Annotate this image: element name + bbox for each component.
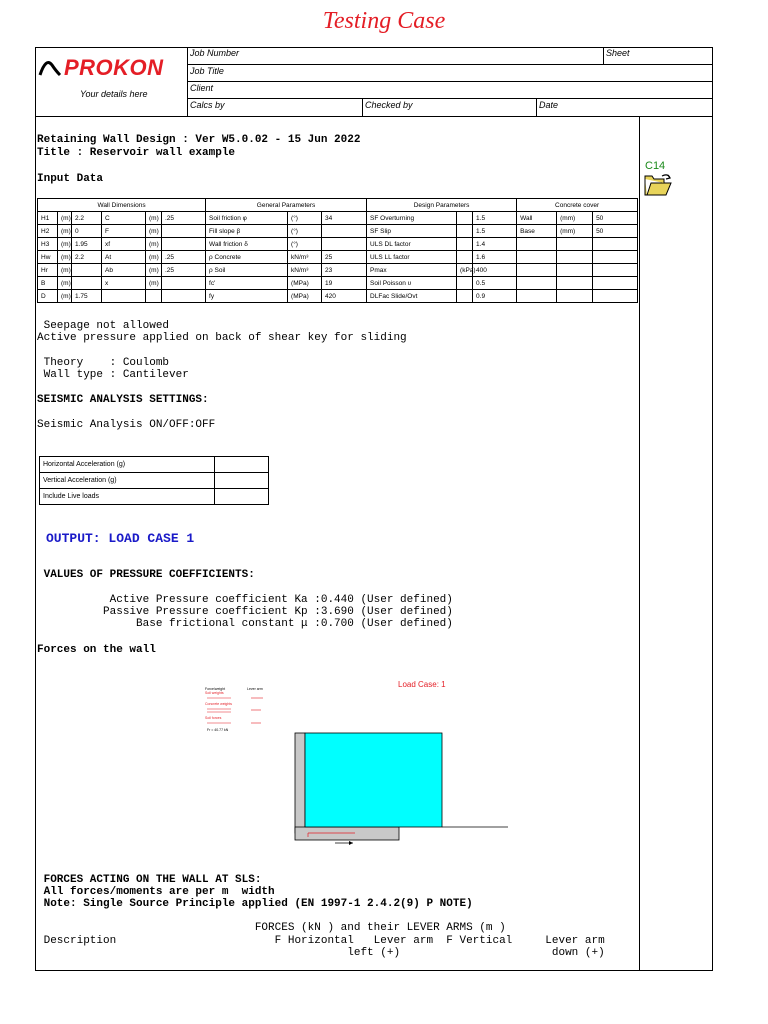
table-cell: 25 [322, 251, 367, 264]
table-cell: 19 [322, 277, 367, 290]
table-cell: F [102, 225, 146, 238]
table-cell: H3 [38, 238, 58, 251]
calcs-by-label: Calcs by [190, 100, 225, 110]
header-divider [187, 98, 713, 99]
legend-force-header: Force/weight [205, 687, 226, 691]
wall-type-line: Wall type : Cantilever [37, 369, 189, 381]
table-cell [72, 264, 102, 277]
table-cell: Ab [102, 264, 146, 277]
table-cell [517, 277, 557, 290]
table-cell: 34 [322, 212, 367, 225]
table-cell: D [38, 290, 58, 303]
base-friction-constant: Base frictional constant μ :0.700 (User defined) [37, 618, 453, 630]
table-cell: Fill slope β [206, 225, 288, 238]
table-cell: (MPa) [288, 277, 322, 290]
table-cell [457, 290, 473, 303]
table-cell [457, 212, 473, 225]
table-cell: (MPa) [288, 290, 322, 303]
legend-concrete-weights: Concrete weights [205, 702, 233, 706]
table-cell: (°) [288, 238, 322, 251]
table-cell: (m) [146, 238, 162, 251]
table-row [38, 264, 638, 277]
table-cell: Hr [38, 264, 58, 277]
single-source-note: Note: Single Source Principle applied (EN 1997-1 2.4.2(9) P NOTE) [37, 898, 473, 910]
group-header: Concrete cover [517, 199, 638, 212]
table-cell: (°) [288, 212, 322, 225]
table-cell [457, 277, 473, 290]
pressure-coefficients-heading: VALUES OF PRESSURE COEFFICIENTS: [37, 569, 255, 581]
seismic-status: Seismic Analysis ON/OFF:OFF [37, 419, 216, 431]
job-title-label: Job Title [190, 66, 224, 76]
table-row [38, 290, 638, 303]
table-cell: H2 [38, 225, 58, 238]
report-version-line: Retaining Wall Design : Ver W5.0.02 - 15 Jun 2022 [37, 134, 361, 146]
seismic-label: Horizontal Acceleration (g) [40, 457, 215, 473]
table-row [38, 238, 638, 251]
seismic-label: Include Live loads [40, 489, 215, 505]
table-cell: Wall [517, 212, 557, 225]
table-cell [457, 251, 473, 264]
table-cell: SF Overturning [367, 212, 457, 225]
table-cell [557, 290, 593, 303]
prokon-logo: PROKON [64, 55, 164, 80]
table-cell: .25 [162, 264, 206, 277]
table-cell: Base [517, 225, 557, 238]
table-cell: Hw [38, 251, 58, 264]
table-cell: (kPa) [457, 264, 473, 277]
table-cell [72, 277, 102, 290]
direction-header: left (+) down (+) [37, 947, 605, 959]
table-cell [593, 290, 638, 303]
load-case-label: Load Case: 1 [398, 680, 446, 689]
seismic-value[interactable] [215, 457, 269, 473]
output-load-case-title: OUTPUT: LOAD CASE 1 [46, 531, 195, 546]
seismic-value[interactable] [215, 489, 269, 505]
sidebar-divider [639, 116, 640, 971]
table-cell [517, 290, 557, 303]
table-cell: 0.5 [473, 277, 517, 290]
forces-diagram [195, 675, 515, 850]
table-cell: .25 [162, 251, 206, 264]
table-cell: 0 [72, 225, 102, 238]
table-cell: (m) [146, 225, 162, 238]
table-cell: (m) [58, 277, 72, 290]
legend-lever-header: Lever arm [247, 687, 263, 691]
table-cell: kN/m³ [288, 251, 322, 264]
legend-total: Fr = 40.77 kN [207, 728, 229, 732]
table-cell: (m) [58, 238, 72, 251]
table-cell: ULS DL factor [367, 238, 457, 251]
table-cell: (m) [146, 277, 162, 290]
table-cell: Pmax [367, 264, 457, 277]
forces-heading: Forces on the wall [37, 644, 156, 656]
seepage-note: Seepage not allowed [37, 320, 170, 332]
table-cell: (mm) [557, 225, 593, 238]
table-cell [517, 264, 557, 277]
table-cell: (m) [58, 225, 72, 238]
table-cell: fy [206, 290, 288, 303]
sls-forces-heading: FORCES ACTING ON THE WALL AT SLS: [37, 874, 262, 886]
table-cell [102, 290, 146, 303]
table-cell: ULS LL factor [367, 251, 457, 264]
table-cell [457, 225, 473, 238]
table-cell: H1 [38, 212, 58, 225]
checked-by-label: Checked by [365, 100, 413, 110]
table-cell: Wall friction δ [206, 238, 288, 251]
table-cell: ρ Soil [206, 264, 288, 277]
table-cell [557, 277, 593, 290]
table-cell: 1.5 [473, 212, 517, 225]
client-label: Client [190, 83, 214, 93]
seismic-heading: SEISMIC ANALYSIS SETTINGS: [37, 394, 209, 406]
header-divider [603, 47, 604, 64]
input-data-heading: Input Data [37, 173, 104, 185]
sls-forces-note: All forces/moments are per m width [37, 886, 275, 898]
prokon-logo-icon [38, 57, 62, 77]
table-row [38, 277, 638, 290]
table-cell: (m) [146, 264, 162, 277]
table-cell: Soil friction φ [206, 212, 288, 225]
table-cell: C [102, 212, 146, 225]
header-divider [187, 64, 713, 65]
open-folder-icon[interactable] [644, 173, 672, 197]
description-header: Description F Horizontal Lever arm F Vertical Lever arm [37, 935, 605, 947]
table-cell: 2.2 [72, 251, 102, 264]
theory-line: Theory : Coulomb [37, 357, 170, 369]
table-cell: 0.9 [473, 290, 517, 303]
wall-stem [295, 733, 305, 833]
header-divider [362, 98, 363, 116]
seismic-row [40, 457, 269, 473]
table-cell: (m) [58, 212, 72, 225]
table-cell: 1.5 [473, 225, 517, 238]
seismic-row [40, 489, 269, 505]
table-cell: (m) [58, 251, 72, 264]
table-cell: 1.6 [473, 251, 517, 264]
table-cell: (m) [146, 251, 162, 264]
group-header: Design Parameters [367, 199, 517, 212]
active-pressure-coefficient: Active Pressure coefficient Ka :0.440 (User defined) [37, 594, 453, 606]
table-cell: DLFac Slide/Ovt [367, 290, 457, 303]
group-header: Wall Dimensions [38, 199, 206, 212]
table-cell: 1.75 [72, 290, 102, 303]
table-cell: fc' [206, 277, 288, 290]
header-divider [187, 81, 713, 82]
table-cell: .25 [162, 212, 206, 225]
table-cell: 23 [322, 264, 367, 277]
job-number-label: Job Number [190, 48, 240, 58]
sheet-label: Sheet [606, 48, 630, 58]
seismic-table [39, 456, 269, 505]
table-cell: 420 [322, 290, 367, 303]
header-divider [187, 47, 188, 116]
table-cell [146, 290, 162, 303]
table-cell: 50 [593, 212, 638, 225]
legend-soil-weights: Soil weights [205, 691, 224, 695]
table-cell: 1.95 [72, 238, 102, 251]
table-cell: At [102, 251, 146, 264]
table-cell [162, 277, 206, 290]
seismic-label: Vertical Acceleration (g) [40, 473, 215, 489]
table-cell [162, 238, 206, 251]
table-cell [557, 251, 593, 264]
table-cell: (m) [58, 264, 72, 277]
header-divider [536, 98, 537, 116]
table-cell: 50 [593, 225, 638, 238]
table-cell: 2.2 [72, 212, 102, 225]
your-details: Your details here [80, 89, 148, 99]
table-cell: 1.4 [473, 238, 517, 251]
table-cell: (mm) [557, 212, 593, 225]
table-cell [593, 251, 638, 264]
legend-soil-forces: Soil forces [205, 716, 222, 720]
table-cell [557, 238, 593, 251]
backfill-soil [305, 733, 442, 827]
calc-reference: C14 [645, 160, 666, 172]
table-cell: (m) [58, 290, 72, 303]
table-row [38, 225, 638, 238]
table-cell: xf [102, 238, 146, 251]
table-cell [557, 264, 593, 277]
table-cell: kN/m³ [288, 264, 322, 277]
table-cell: ρ Concrete [206, 251, 288, 264]
seismic-value[interactable] [215, 473, 269, 489]
table-cell [457, 238, 473, 251]
active-pressure-note: Active pressure applied on back of shear key for sliding [37, 332, 407, 344]
table-cell: (°) [288, 225, 322, 238]
table-cell [593, 277, 638, 290]
wall-base [295, 827, 399, 840]
table-row [38, 251, 638, 264]
table-cell [322, 225, 367, 238]
table-cell [322, 238, 367, 251]
table-cell: 400 [473, 264, 517, 277]
table-cell: SF Slip [367, 225, 457, 238]
group-header: General Parameters [206, 199, 367, 212]
seismic-row [40, 473, 269, 489]
passive-pressure-coefficient: Passive Pressure coefficient Kp :3.690 (User defined) [37, 606, 453, 618]
table-cell [593, 264, 638, 277]
forces-lever-header: FORCES (kN ) and their LEVER ARMS (m ) [37, 922, 506, 934]
table-cell [162, 225, 206, 238]
table-cell: x [102, 277, 146, 290]
table-cell [517, 238, 557, 251]
header-divider [35, 116, 713, 117]
table-cell [517, 251, 557, 264]
report-title-line: Title : Reservoir wall example [37, 147, 236, 159]
table-cell: (m) [146, 212, 162, 225]
document-title: Testing Case [322, 8, 446, 34]
date-label: Date [539, 100, 559, 110]
table-cell [162, 290, 206, 303]
table-cell: Soil Poisson υ [367, 277, 457, 290]
table-cell: B [38, 277, 58, 290]
table-row [38, 212, 638, 225]
table-cell [593, 238, 638, 251]
arrowhead-icon [349, 841, 353, 845]
input-parameters-table [37, 198, 638, 303]
